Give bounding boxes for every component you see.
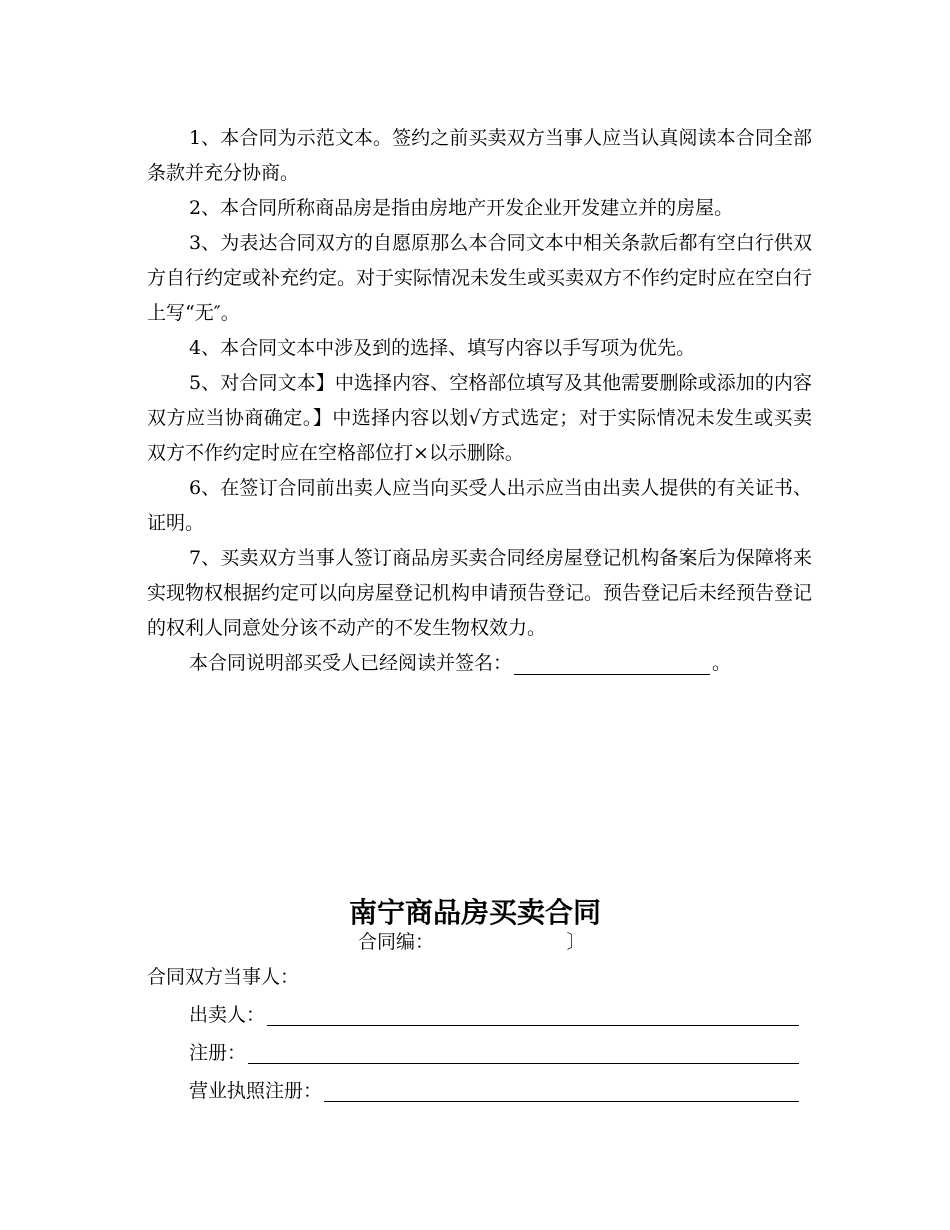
- contract-title: 南宁商品房买卖合同: [348, 896, 601, 929]
- registration-field[interactable]: [248, 1037, 799, 1064]
- note-2: 2、本合同所称商品房是指由房地产开发企业开发建立并的房屋。: [189, 197, 734, 219]
- signature-line: [147, 646, 812, 681]
- parties-section: [147, 958, 807, 1110]
- license-field[interactable]: [324, 1075, 799, 1102]
- note-3: 3、为表达合同双方的自愿原那么本合同文本中相关条款后都有空白行供双方自行约定或补充约定。对于实际情况未发生或买卖双方不作约定时应在空白行上写“无″。: [147, 232, 813, 324]
- note-4: 4、本合同文本中涉及到的选择、填写内容以手写项为优先。: [189, 337, 696, 359]
- seller-field[interactable]: [267, 999, 799, 1026]
- note-1: 1、本合同为示范文本。签约之前买卖双方当事人应当认真阅读本合同全部条款并充分协商。: [147, 127, 812, 184]
- contract-number-label: 合同编：: [358, 931, 425, 953]
- instructions-section: [147, 121, 812, 681]
- contract-number: [358, 930, 586, 954]
- seller-row: [189, 996, 799, 1034]
- seller-label: 出卖人：: [189, 1004, 266, 1026]
- signature-end: 。: [712, 652, 732, 674]
- signature-label: 本合同说明部买受人已经阅读并签名：: [189, 652, 513, 674]
- note-7: 7、买卖双方当事人签订商品房买卖合同经房屋登记机构备案后为保障将来实现物权根据约定可以向房屋登记机构申请预告登记。预告登记后未经预告登记的权利人同意处分该不动产的不发生物权效力。: [147, 547, 813, 639]
- signature-blank[interactable]: [514, 652, 710, 675]
- registration-row: [189, 1034, 799, 1072]
- parties-heading: 合同双方当事人：: [147, 966, 300, 988]
- note-5: 5、对合同文本】中选择内容、空格部位填写及其他需要删除或添加的内容双方应当协商确定。】中选择内容以划√方式选定；对于实际情况未发生或买卖双方不作约定时应在空格部位打×以示删除。: [147, 372, 812, 464]
- license-label: 营业执照注册：: [189, 1080, 323, 1102]
- registration-label: 注册：: [189, 1042, 247, 1064]
- note-6: 6、在签订合同前出卖人应当向买受人出示应当由出卖人提供的有关证书、证明。: [147, 477, 812, 534]
- contract-number-bracket: 〕: [566, 931, 586, 953]
- license-row: [189, 1072, 799, 1110]
